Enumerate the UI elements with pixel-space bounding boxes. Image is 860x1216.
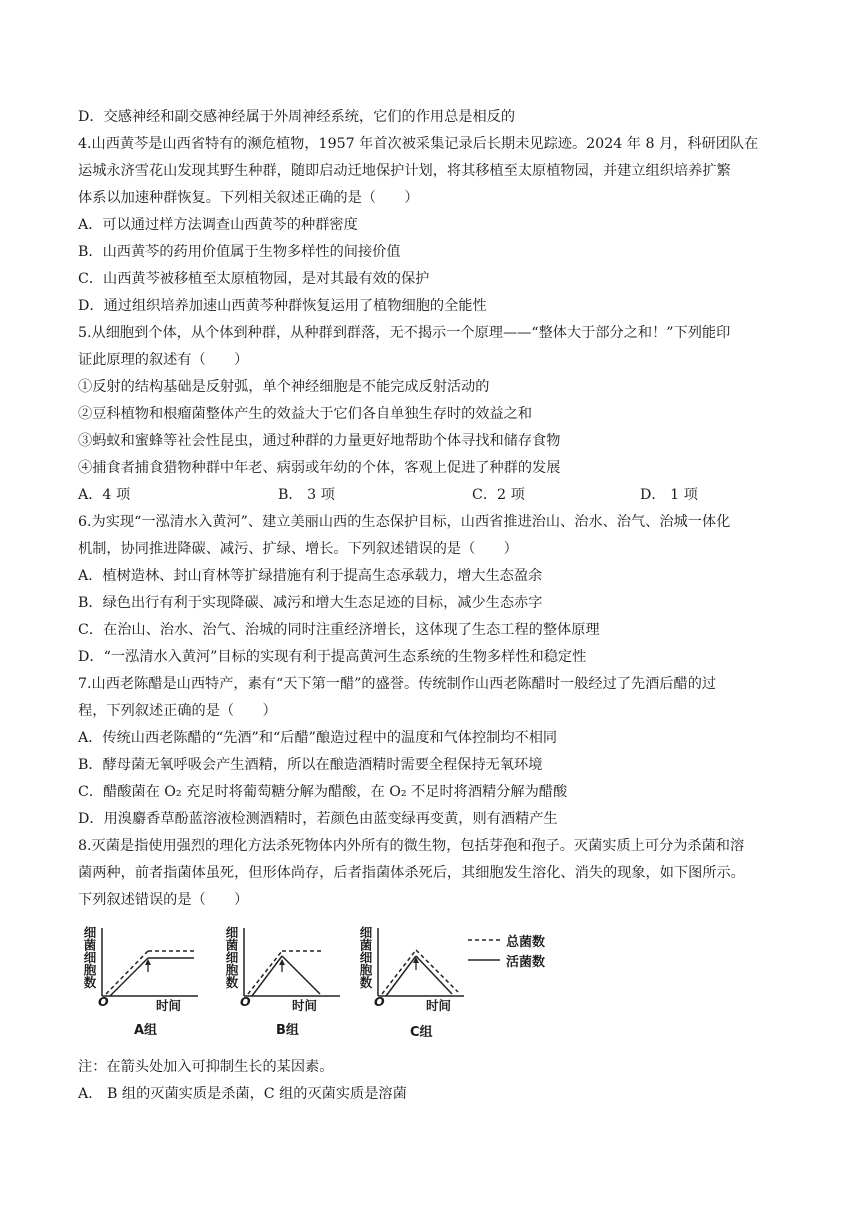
origin-label: O xyxy=(374,994,385,1009)
text-line: 4.山西黄芩是山西省特有的濒危植物，1957 年首次被采集记录后长期未见踪迹。2024 年 8 月，科研团队在 xyxy=(78,136,759,152)
text-line: D．用溴麝香草酚蓝溶液检测酒精时，若颜色由蓝变绿再变黄，则有酒精产生 xyxy=(78,811,558,827)
text-line: C．山西黄芩被移植至太原植物园，是对其最有效的保护 xyxy=(78,271,430,287)
group-label-a: A组 xyxy=(134,1023,158,1038)
text-line: C．醋酸菌在 O₂ 充足时将葡萄糖分解为醋酸，在 O₂ 不足时将酒精分解为醋酸 xyxy=(78,784,568,800)
text-line: 注：在箭头处加入可抑制生长的某因素。 xyxy=(78,1059,334,1075)
text-line: 程，下列叙述正确的是（ ） xyxy=(78,703,277,719)
y-axis-label: 细菌细胞数 xyxy=(82,926,97,989)
y-axis-label: 细菌细胞数 xyxy=(224,926,239,989)
legend-item-total xyxy=(468,930,545,950)
question-text-block-bottom xyxy=(78,1054,790,1108)
text-line: 7.山西老陈醋是山西特产，素有“天下第一醋”的盛誉。传统制作山西老陈醋时一般经过了先酒后醋的过 xyxy=(78,676,717,692)
solid-line-swatch xyxy=(468,957,500,963)
text-line: 体系以加速种群恢复。下列相关叙述正确的是（ ） xyxy=(78,190,419,206)
question-text-block-mid xyxy=(78,509,790,914)
exam-page xyxy=(78,104,790,1108)
text-line: 5.从细胞到个体，从个体到种群，从种群到群落，无不揭示一个原理——“整体大于部分之和！”下列能印 xyxy=(78,325,731,341)
figure-bacteria-graphs xyxy=(78,922,790,1050)
x-axis-label: 时间 xyxy=(156,998,182,1013)
graph-group-b xyxy=(220,922,360,1050)
x-axis-label: 时间 xyxy=(292,998,318,1013)
text-line: B．酵母菌无氧呼吸会产生酒精，所以在酿造酒精时需要全程保持无氧环境 xyxy=(78,757,543,773)
graph-group-a xyxy=(78,922,218,1050)
legend-label-total: 总菌数 xyxy=(506,934,546,950)
dashed-line-swatch xyxy=(468,937,500,943)
text-line: ②豆科植物和根瘤菌整体产生的效益大于它们各自单独生存时的效益之和 xyxy=(78,406,533,422)
figure-legend xyxy=(468,930,545,970)
y-axis-label: 细菌细胞数 xyxy=(358,926,373,989)
group-label-c: C组 xyxy=(410,1025,433,1040)
text-line: 证此原理的叙述有（ ） xyxy=(78,352,249,368)
text-line: ④捕食者捕食猎物种群中年老、病弱或年幼的个体，客观上促进了种群的发展 xyxy=(78,460,561,476)
text-line: A．植树造林、封山育林等扩绿措施有利于提高生态承载力，增大生态盈余 xyxy=(78,568,543,584)
origin-label: O xyxy=(98,994,109,1009)
q5-option-a: A．4 项 xyxy=(78,487,131,503)
text-line: 6.为实现“一泓清水入黄河”、建立美丽山西的生态保护目标，山西省推进治山、治水、治气、治城一体化 xyxy=(78,514,731,530)
text-line: A．可以通过样方法调查山西黄芩的种群密度 xyxy=(78,217,358,233)
text-line: 菌两种，前者指菌体虽死，但形体尚存，后者指菌体杀死后，其细胞发生溶化、消失的现象，如下图所示。 xyxy=(78,865,745,881)
legend-item-live xyxy=(468,950,545,970)
text-line: 8.灭菌是指使用强烈的理化方法杀死物体内外所有的微生物，包括芽孢和孢子。灭菌实质上可分为杀菌和溶 xyxy=(78,838,745,854)
text-line: A．传统山西老陈醋的“先酒”和“后醋”酿造过程中的温度和气体控制均不相同 xyxy=(78,730,558,746)
text-line: D．交感神经和副交感神经属于外周神经系统，它们的作用总是相反的 xyxy=(78,109,516,125)
text-line: D．“一泓清水入黄河”目标的实现有利于提高黄河生态系统的生物多样性和稳定性 xyxy=(78,649,587,665)
q5-option-d: D． 1 项 xyxy=(640,487,698,503)
text-line: ③蚂蚁和蜜蜂等社会性昆虫，通过种群的力量更好地帮助个体寻找和储存食物 xyxy=(78,433,561,449)
text-line: B．绿色出行有利于实现降碳、减污和增大生态足迹的目标，减少生态赤字 xyxy=(78,595,543,611)
text-line: 机制，协同推进降碳、减污、扩绿、增长。下列叙述错误的是（ ） xyxy=(78,541,518,557)
text-line: D．通过组织培养加速山西黄芩种群恢复运用了植物细胞的全能性 xyxy=(78,298,487,314)
text-line: C．在治山、治水、治气、治城的同时注重经济增长，这体现了生态工程的整体原理 xyxy=(78,622,600,638)
text-line: 下列叙述错误的是（ ） xyxy=(78,892,249,908)
text-line: ①反射的结构基础是反射弧，单个神经细胞是不能完成反射活动的 xyxy=(78,379,490,395)
text-line: B．山西黄芩的药用价值属于生物多样性的间接价值 xyxy=(78,244,401,260)
text-line: 运城永济雪花山发现其野生种群，随即启动迁地保护计划，将其移植至太原植物园，并建立组织培养扩繁 xyxy=(78,163,731,179)
q5-option-b: B． 3 项 xyxy=(278,487,335,503)
q5-option-c: C．2 项 xyxy=(472,487,525,503)
group-label-b: B组 xyxy=(276,1023,299,1038)
legend-label-live: 活菌数 xyxy=(506,954,546,970)
question-text-block-top xyxy=(78,104,790,482)
q5-options xyxy=(78,482,790,509)
text-line: A． B 组的灭菌实质是杀菌，C 组的灭菌实质是溶菌 xyxy=(78,1086,407,1102)
origin-label: O xyxy=(240,994,251,1009)
x-axis-label: 时间 xyxy=(426,998,452,1013)
